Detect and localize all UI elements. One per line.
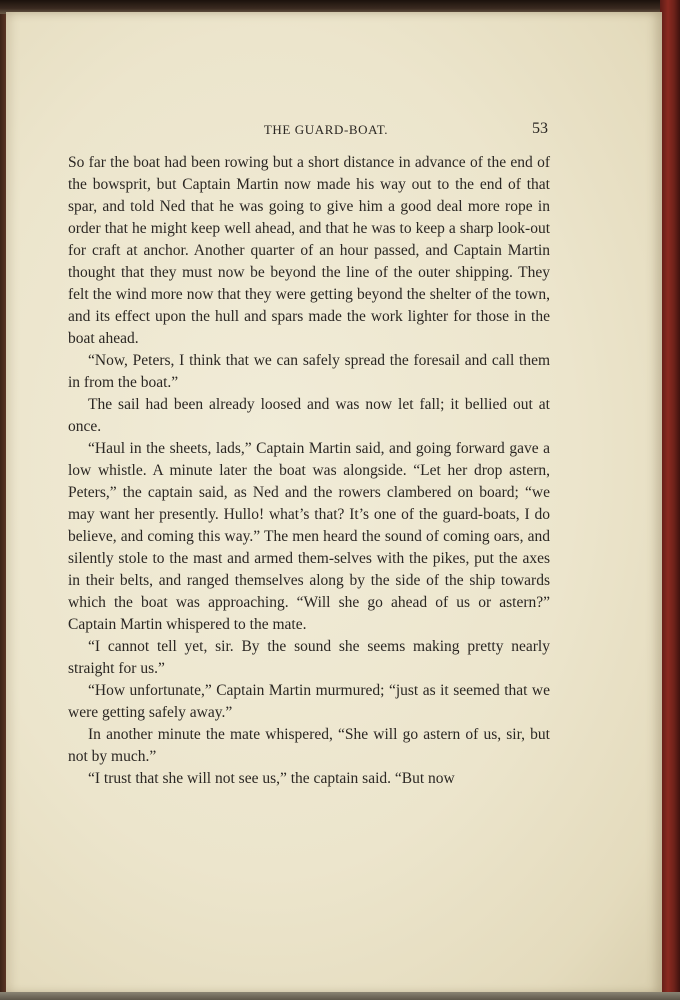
page-header [64, 120, 548, 144]
body-text [68, 152, 550, 790]
paragraph: “How unfortunate,” Captain Martin murmured; “just as it seemed that we were getting safely away.” [68, 682, 550, 721]
paragraph: So far the boat had been rowing but a short distance in advance of the end of the bowsprit, but Captain Martin now made his way out to the end of that spar, and told Ned that he was going to give him a good deal more rope in order that he might keep well ahead, and that he was to keep a sharp look-out for craft at anchor. Another quarter of an hour passed, and Captain Martin thought that they must now be beyond the line of the outer shipping. They felt the wind more now that they were getting beyond the shelter of the town, and its effect upon the hull and spars made the work lighter for those in the boat ahead. [68, 154, 550, 347]
running-head: THE GUARD-BOAT. [263, 122, 389, 137]
book-cover-edge [660, 0, 680, 1000]
paragraph: “Now, Peters, I think that we can safely spread the foresail and call them in from the boat.” [68, 352, 550, 391]
page-number: 53 [532, 120, 548, 137]
paragraph: In another minute the mate whispered, “She will go astern of us, sir, but not by much.” [68, 726, 550, 765]
paragraph: “I trust that she will not see us,” the captain said. “But now [88, 770, 455, 787]
paragraph: “I cannot tell yet, sir. By the sound she seems making pretty nearly straight for us.” [68, 638, 550, 677]
paragraph: “Haul in the sheets, lads,” Captain Martin said, and going forward gave a low whistle. A minute later the boat was alongside. “Let her drop astern, Peters,” the captain said, as Ned and the rowers clambered on board; “we may want her presently. Hullo! what’s that? It’s one of the guard-boats, I do believe, and coming this way.” The men heard the sound of coming oars, and silently stole to the mast and armed them-selves with the pikes, put the axes in their belts, and ranged themselves along by the side of the ship towards which the boat was approaching. “Will she go ahead of us or astern?” Captain Martin whispered to the mate. [68, 440, 550, 633]
bottom-edge [0, 992, 680, 1000]
paragraph: The sail had been already loosed and was now let fall; it bellied out at once. [68, 396, 550, 435]
